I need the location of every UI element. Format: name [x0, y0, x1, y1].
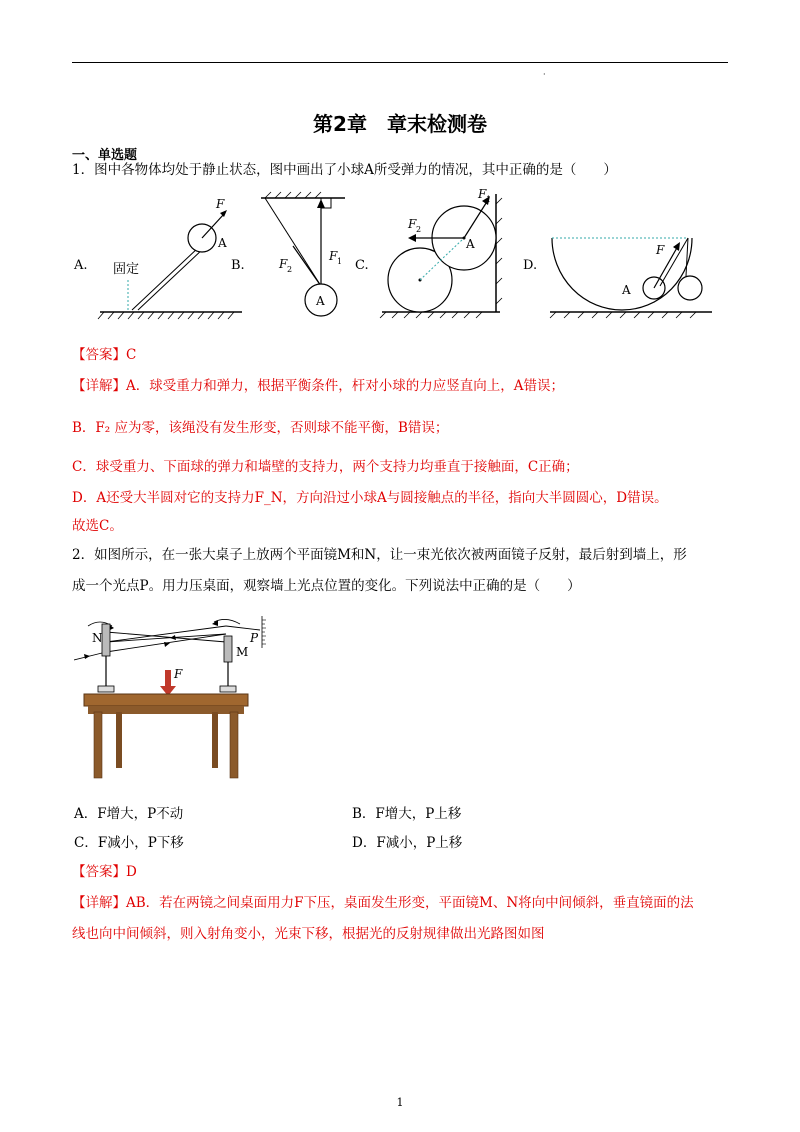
q1b-f2-sub: 2 — [287, 265, 293, 274]
q1-stem: 1．图中各物体均处于静止状态，图中画出了小球A所受弹力的情况，其中正确的是（ ） — [72, 162, 617, 178]
q2-stem-line1: 2．如图所示，在一张大桌子上放两个平面镜M和N，让一束光依次被两面镜子反射，最后射到墙上，形 — [72, 547, 687, 563]
q1d-ball-label: A — [622, 283, 631, 297]
q1a-ball-label: A — [218, 236, 227, 250]
q2-detail-line1: 【详解】AB．若在两镜之间桌面用力F下压，桌面发生形变，平面镜M、N将向中间倾斜，垂直镜面的法 — [72, 895, 694, 911]
q1-detail-c: C．球受重力、下面球的弹力和墙壁的支持力，两个支持力均垂直于接触面，C正确； — [72, 459, 579, 475]
q1c-f1-sub: 1 — [486, 195, 492, 204]
q1-figure-d — [546, 224, 716, 320]
q1-detail-a: 【详解】A．球受重力和弹力，根据平衡条件，杆对小球的力应竖直向上，A错误； — [72, 378, 564, 394]
q1c-ball-label: A — [466, 237, 475, 251]
q2-option-a: A．F增大，P不动 — [74, 806, 184, 822]
q1-option-c-label: C. — [355, 258, 369, 273]
q1a-force-label: F — [216, 197, 225, 211]
q1d-force-label: F — [656, 243, 665, 257]
header-dot: · — [543, 70, 546, 79]
q1-option-a-note: 固定 — [113, 262, 140, 277]
q1-figure-c — [378, 184, 508, 320]
q2-detail-line2: 线也向中间倾斜，则入射角变小，光束下移，根据光的反射规律做出光路图如图 — [72, 926, 545, 942]
q1b-f1-label: F — [329, 249, 338, 263]
q2-stem-line2: 成一个光点P。用力压桌面，观察墙上光点位置的变化。下列说法中正确的是（ ） — [72, 578, 581, 594]
q1b-ball-label: A — [316, 294, 325, 308]
q1c-f1-label: F — [478, 187, 487, 201]
q1b-f2-label: F — [279, 257, 288, 271]
q1-conclusion: 故选C。 — [72, 518, 123, 534]
q1-option-b-label: B. — [231, 258, 245, 273]
q1b-f1-sub: 1 — [337, 257, 343, 266]
q2-figure — [74, 612, 274, 782]
q2-option-b: B．F增大，P上移 — [352, 806, 462, 822]
q1-figure-a — [96, 192, 246, 320]
q2-mirror-n-label: N — [92, 631, 103, 645]
q1c-f2-label: F — [408, 217, 417, 231]
q1-option-d-label: D. — [523, 258, 538, 273]
q2-force-label: F — [174, 667, 183, 681]
page-title: 第2章 章末检测卷 — [313, 112, 487, 136]
q2-spot-p-label: P — [250, 631, 259, 645]
q2-option-d: D．F减小，P上移 — [352, 835, 463, 851]
q1-detail-b: B．F₂ 应为零，该绳没有发生形变，否则球不能平衡，B错误； — [72, 420, 449, 436]
page-number: 1 — [396, 1096, 404, 1109]
q1-detail-d: D．A还受大半圆对它的支持力F_N，方向沿过小球A与圆接触点的半径，指向大半圆圆心，D错误。 — [72, 490, 668, 506]
q1c-f2-sub: 2 — [416, 225, 422, 234]
q2-mirror-m-label: M — [236, 645, 249, 659]
q1-figure-b — [255, 190, 355, 320]
q2-option-c: C．F减小，P下移 — [74, 835, 184, 851]
q2-answer: 【答案】D — [72, 864, 137, 880]
header-rule — [72, 62, 728, 63]
section-heading: 一、单选题 — [72, 148, 138, 163]
q1-answer: 【答案】C — [72, 347, 137, 363]
q1-option-a-label: A. — [74, 258, 88, 273]
